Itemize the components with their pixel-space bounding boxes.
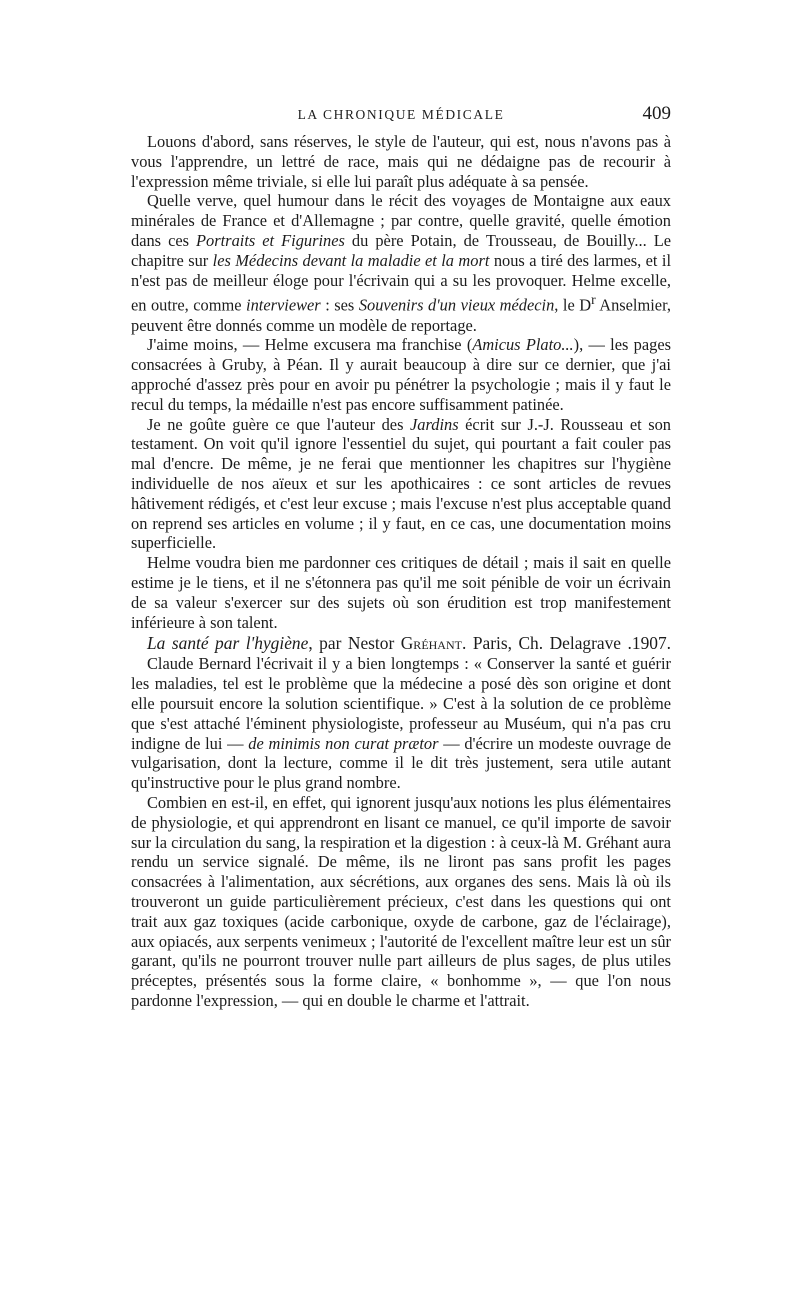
italic-quote: de minimis non curat prætor [248,733,439,753]
text-run: Quelle verve, quel humour dans le récit des voyages de Montaigne aux eaux minérales de France et d'Allemagne ; par contre, quelle gravité, quelle émotion dans ces [131,191,671,250]
running-title: LA CHRONIQUE MÉDICALE [297,107,505,122]
text-run: , le D [554,295,592,315]
text-run: nous a tiré des larmes, et il n'est pas de meilleur éloge pour l'écrivain qui a su les provoquer. Helme excelle, en outre, comme [131,250,671,315]
text-run: ), — les pages consacrées à Gruby, à Péan. Il y aurait beaucoup à dire sur ce dernier, que j'ai approché d'assez près pour en avoir pu pénétrer la psychologie ; mais il y faut le recul du temps, la médaille n'est pas encore suffisamment patinée. [131,335,671,414]
paragraph [131,415,671,554]
publication-info: . Paris, Ch. Delagrave .1907. [461,633,671,654]
italic-title: les Médecins devant la maladie et la mort [212,250,490,270]
text-run: Combien en est-il, en effet, qui ignorent jusqu'aux notions les plus élémentaires de physiologie, et qui apprendront en lisant ce manuel, ce qu'il importe de savoir sur la circulation du sang, la respiration et la digestion : à ceux-là M. Gréhant aura rendu un service signalé. De même, ils ne liront pas sans profit les pages consacrées à l'alimentation, aux sécrétions, aux organes des sens. Mais là où ils trouveront un guide particulièrement précieux, c'est dans les questions qui ont trait aux gaz toxiques (acide carbonique, oxyde de carbone, gaz de l'éclairage), aux opiacés, aux serpents venimeux ; l'autorité de l'excellent maître leur est un sûr garant, qu'ils ne pourront trouver nulle part ailleurs de plus sages, de plus utiles préceptes, présentés sous la forme claire, « bonhomme », — que l'on nous pardonne l'expression, — qui en double le charme et l'attrait. [131,792,671,1010]
page-header [131,103,671,127]
book-title: La santé par l'hygiène [147,633,309,654]
superscript: r [591,292,596,308]
paragraph [131,191,671,335]
text-run: du père Potain, de Trousseau, de Bouilly... Le chapitre sur [131,230,671,270]
text-run: Claude Bernard l'écrivait il y a bien longtemps : « Conserver la santé et guérir les maladies, tel est le problème que la médecine a posé dès son origine et dont elle poursuit encore la solution scientifique. » C'est à la solution de ce problème que s'est attaché l'éminent physiologiste, professeur au Muséum, qui n'a pas cru indigne de lui — [131,654,671,753]
page-body [131,132,671,1011]
text-run: Louons d'abord, sans réserves, le style de l'auteur, qui est, nous n'avons pas à vous l'apprendre, un lettré de race, mais qui ne dédaigne pas de recourir à l'expression même triviale, si elle lui paraît plus adéquate à sa pensée. [131,132,671,191]
text-run: Je ne goûte guère ce que l'auteur des [147,414,411,434]
paragraph [131,793,671,1011]
paragraph [131,335,671,414]
paragraph [131,553,671,632]
text-run: J'aime moins, — Helme excusera ma franchise ( [147,335,473,355]
paragraph [131,132,671,191]
italic-title: Portraits et Figurines [196,230,345,250]
text-run: Helme voudra bien me pardonner ces critiques de détail ; mais il sait en quelle estime je le tiens, et il ne s'étonnera pas qu'il me soit pénible de voir un écrivain de sa valeur s'exercer sur des sujets où son érudition est trop manifestement inférieure à son talent. [131,553,671,632]
italic-quote: Amicus Plato... [472,335,574,355]
author-name: Gréhant [400,633,462,654]
review-heading [131,632,671,654]
text-run: Anselmier, peuvent être donnés comme un modèle de reportage. [131,295,671,335]
text-run: — d'écrire un modeste ouvrage de vulgarisation, dont la lecture, comme il le dit très justement, sera utile autant qu'instructive pour le plus grand nombre. [131,733,671,793]
text-run: , par Nestor [308,633,401,654]
italic-term: interviewer [246,295,321,315]
italic-title: Souvenirs d'un vieux médecin [358,295,555,315]
italic-title: Jardins [410,414,459,434]
text-run: : ses [320,295,359,315]
text-run: écrit sur J.-J. Rousseau et son testament. On voit qu'il ignore l'essentiel du sujet, qui pourtant a fait couler pas mal d'encre. De même, je ne ferai que mentionner les chapitres sur l'hygiène individuelle de nos aïeux et sur les apothicaires : ce sont articles de revues hâtivement rédigés, et c'est leur excuse ; mais l'excuse n'est plus acceptable quand on reprend ses articles en volume ; il y faut, en ce cas, une documentation moins superficielle. [131,414,671,553]
paragraph [131,654,671,793]
page-number: 409 [642,103,671,124]
